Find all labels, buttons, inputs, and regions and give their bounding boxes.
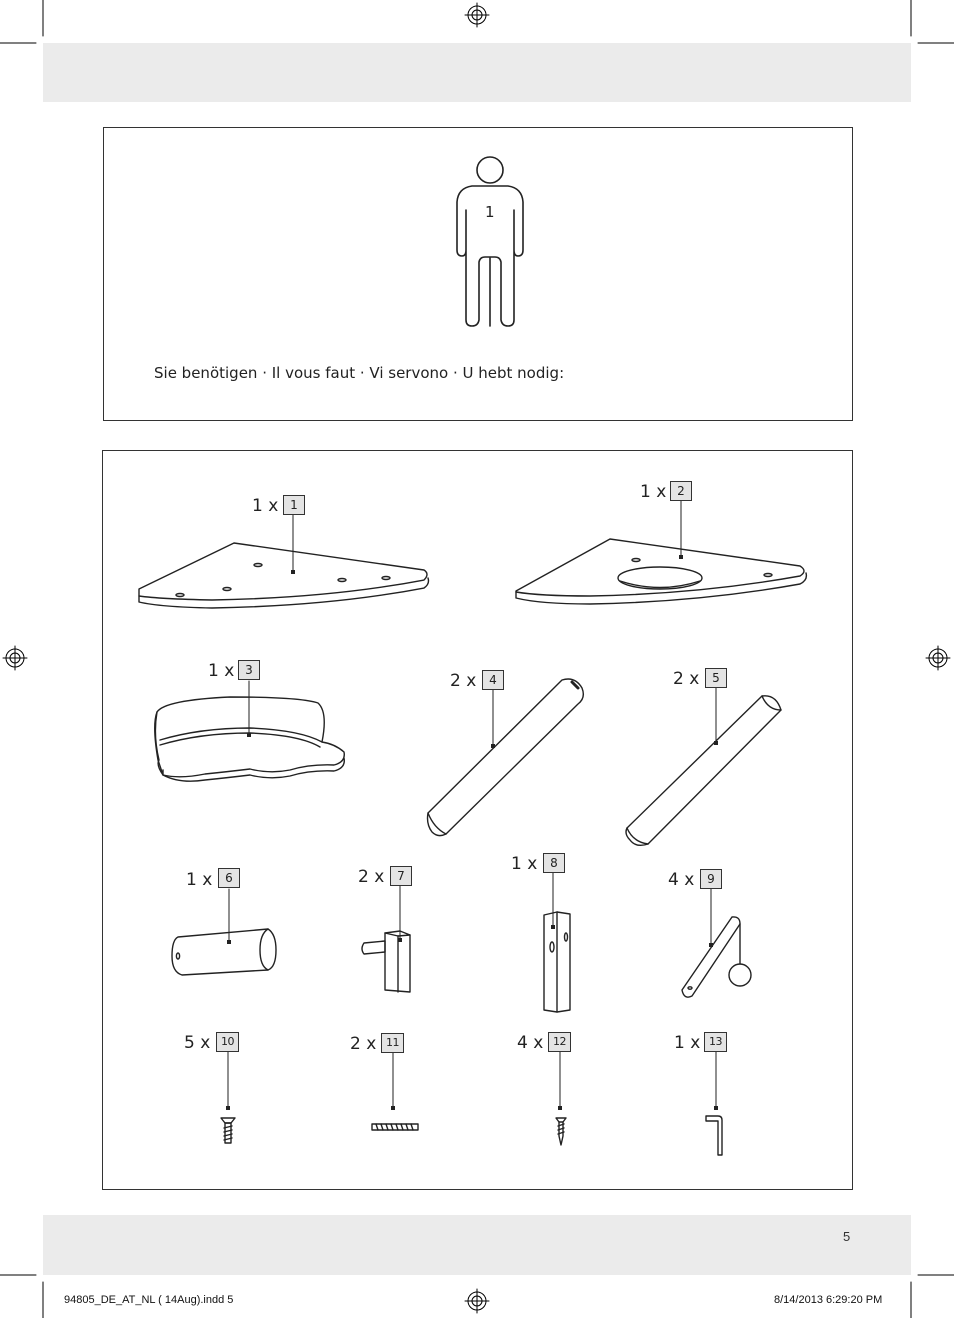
part-1-shelf-drawing [139,543,429,608]
part-13-allen-key-drawing [706,1116,722,1155]
part-5-quantity: 2 x [673,669,700,689]
part-12-quantity: 4 x [517,1033,544,1053]
part-4-pole-drawing [428,679,584,836]
part-8-post-drawing [544,912,570,1012]
part-7-number: 7 [390,866,412,886]
part-8-quantity: 1 x [511,854,538,874]
part-11-quantity: 2 x [350,1034,377,1054]
part-3-number: 3 [238,660,260,680]
registration-mark-icon [3,3,950,1313]
part-3-quantity: 1 x [208,661,235,681]
part-9-quantity: 4 x [668,870,695,890]
part-5-number: 5 [705,668,727,688]
part-2-shelf-with-hole-drawing [516,539,806,604]
part-11-threaded-rod-drawing [372,1124,418,1130]
page-number: 5 [843,1229,851,1244]
part-9-toy-drawing [682,917,751,997]
part-6-number: 6 [218,868,240,888]
part-5-pole-drawing [626,696,781,846]
date-slug: 8/14/2013 6:29:20 PM [774,1294,883,1306]
part-1-quantity: 1 x [252,496,279,516]
part-1-number: 1 [283,495,305,515]
file-slug: 94805_DE_AT_NL ( 14Aug).indd 5 [64,1294,234,1306]
part-6-quantity: 1 x [186,870,213,890]
part-10-screw-drawing [221,1118,235,1143]
part-13-number: 13 [704,1032,727,1052]
part-9-number: 9 [700,869,722,889]
part-12-number: 12 [548,1032,571,1052]
leader-lines [228,500,716,1108]
person-count: 1 [485,203,495,221]
part-10-number: 10 [216,1032,239,1052]
part-13-quantity: 1 x [674,1033,701,1053]
part-8-number: 8 [543,853,565,873]
part-10-quantity: 5 x [184,1033,211,1053]
part-4-number: 4 [482,670,504,690]
leader-dots [226,555,718,1110]
part-4-quantity: 2 x [450,671,477,691]
person-icon [457,157,523,326]
part-3-bed-drawing [155,697,345,781]
part-2-number: 2 [670,481,692,501]
part-12-small-screw-drawing [556,1118,566,1145]
part-7-connector-drawing [362,931,410,992]
part-6-cylinder-drawing [172,929,276,975]
tools-required-caption: Sie benötigen · Il vous faut · Vi servono · U hebt nodig: [154,364,565,382]
part-2-quantity: 1 x [640,482,667,502]
part-11-number: 11 [381,1033,404,1053]
part-7-quantity: 2 x [358,867,385,887]
